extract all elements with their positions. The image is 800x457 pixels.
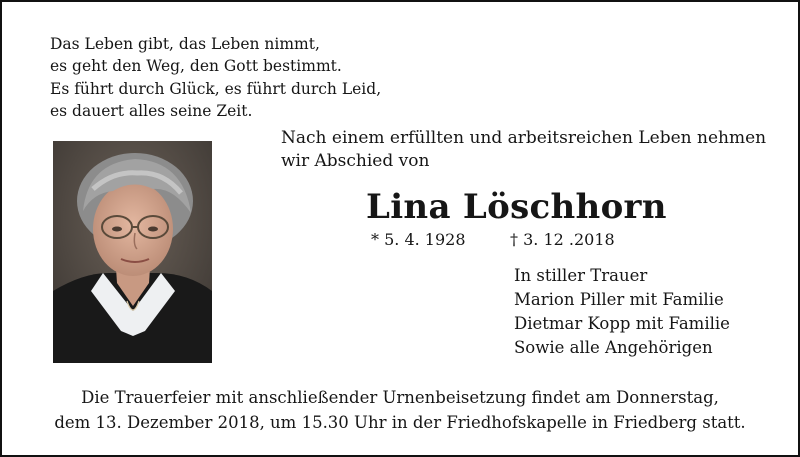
poem (50, 33, 381, 122)
death-date: † 3. 12 .2018 (510, 230, 615, 249)
mourner-line: Dietmar Kopp mit Familie (514, 314, 730, 333)
deceased-name: Lina Löschhorn (366, 187, 667, 227)
service-info (0, 385, 800, 435)
portrait-photo (53, 141, 212, 363)
intro-text (281, 127, 766, 173)
intro-line: wir Abschied von (281, 151, 430, 171)
poem-line: es dauert alles seine Zeit. (50, 101, 253, 120)
mourner-line: Marion Piller mit Familie (514, 290, 724, 309)
poem-line: es geht den Weg, den Gott bestimmt. (50, 57, 342, 76)
birth-date: * 5. 4. 1928 (371, 230, 466, 249)
poem-line: Es führt durch Glück, es führt durch Leid, (50, 79, 382, 98)
service-line: Die Trauerfeier mit anschließender Urnenbeisetzung findet am Donnerstag, (81, 388, 719, 407)
intro-line: Nach einem erfüllten und arbeitsreichen Leben nehmen (281, 128, 767, 148)
service-line: dem 13. Dezember 2018, um 15.30 Uhr in der Friedhofskapelle in Friedberg statt. (54, 413, 746, 432)
mourner-line: In stiller Trauer (514, 266, 648, 285)
poem-line: Das Leben gibt, das Leben nimmt, (50, 35, 320, 53)
mourners-list (514, 264, 730, 360)
mourner-line: Sowie alle Angehörigen (514, 338, 713, 357)
